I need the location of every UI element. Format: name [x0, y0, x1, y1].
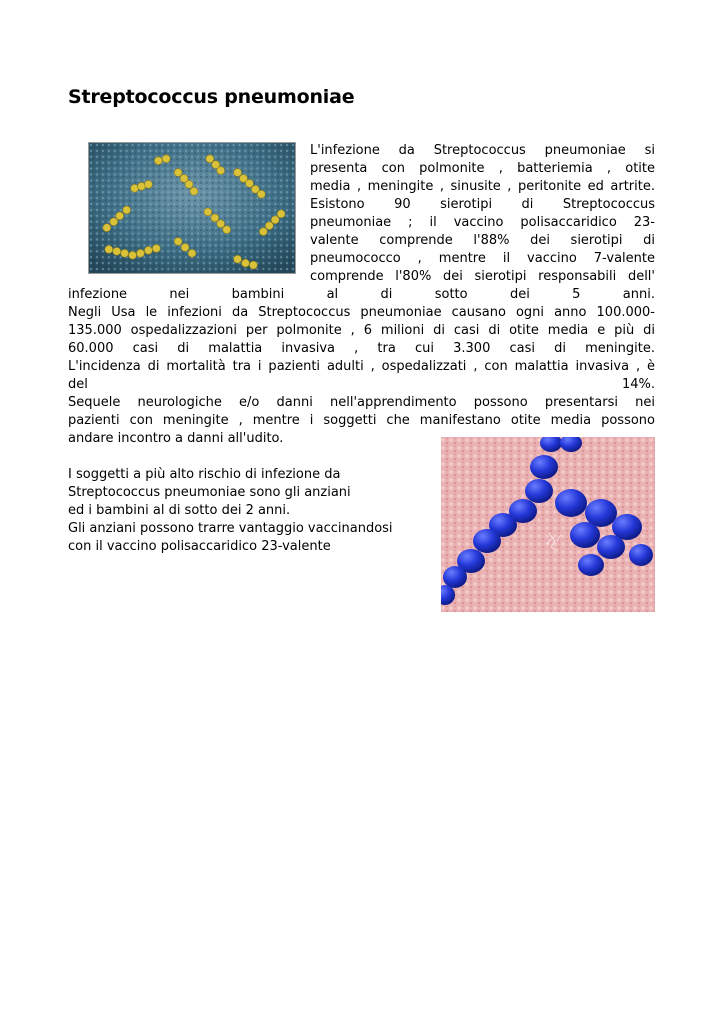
- paragraph2-line: Gli anziani possono trarre vantaggio vaccinandosi: [68, 521, 393, 536]
- paragraph2-line: I soggetti a più alto rischio di infezione da: [68, 467, 341, 482]
- paragraph1-line: media , meningite , sinusite , peritonite ed artrite.: [310, 179, 655, 194]
- page-title: Streptococcus pneumoniae: [68, 86, 355, 108]
- paragraph1-line: Esistono 90 sierotipi di Streptococcus: [310, 197, 655, 212]
- paragraph2-line: Streptococcus pneumoniae sono gli anziani: [68, 485, 351, 500]
- bacteria-micrograph-image: [88, 142, 296, 274]
- paragraph1-line: Sequele neurologiche e/o danni nell'apprendimento possono presentarsi nei: [68, 395, 655, 410]
- paragraph1-line: 60.000 casi di malattia invasiva , tra cui 3.300 casi di meningite.: [68, 341, 655, 356]
- paragraph1-line: comprende l'80% dei sierotipi responsabili dell': [310, 269, 655, 284]
- paragraph1-line: presenta con polmonite , batteriemia , otite: [310, 161, 655, 176]
- paragraph1-line: infezione nei bambini al di sotto dei 5 anni.: [68, 287, 655, 302]
- paragraph2-line: ed i bambini al di sotto dei 2 anni.: [68, 503, 291, 518]
- cocci-micrograph-image: [441, 437, 655, 612]
- paragraph1-line: 135.000 ospedalizzazioni per polmonite , 6 milioni di casi di otite media e più di: [68, 323, 655, 338]
- paragraph1-line: L'incidenza di mortalità tra i pazienti adulti , ospedalizzati , con malattia invasiva , è: [68, 359, 655, 374]
- paragraph1-line: valente comprende l'88% dei sierotipi di: [310, 233, 655, 248]
- paragraph1-line: Negli Usa le infezioni da Streptococcus pneumoniae causano ogni anno 100.000-: [68, 305, 655, 320]
- paragraph1-line: pazienti con meningite , mentre i soggetti che manifestano otite media possono: [68, 413, 655, 428]
- paragraph2-line: con il vaccino polisaccaridico 23-valente: [68, 539, 331, 554]
- paragraph1-line: del 14%.: [68, 377, 655, 392]
- paragraph1-line: pneumococco , mentre il vaccino 7-valente: [310, 251, 655, 266]
- paragraph1-line: L'infezione da Streptococcus pneumoniae si: [310, 143, 655, 158]
- paragraph1-line: pneumoniae ; il vaccino polisaccaridico 23-: [310, 215, 655, 230]
- paragraph1-line: andare incontro a danni all'udito.: [68, 431, 284, 446]
